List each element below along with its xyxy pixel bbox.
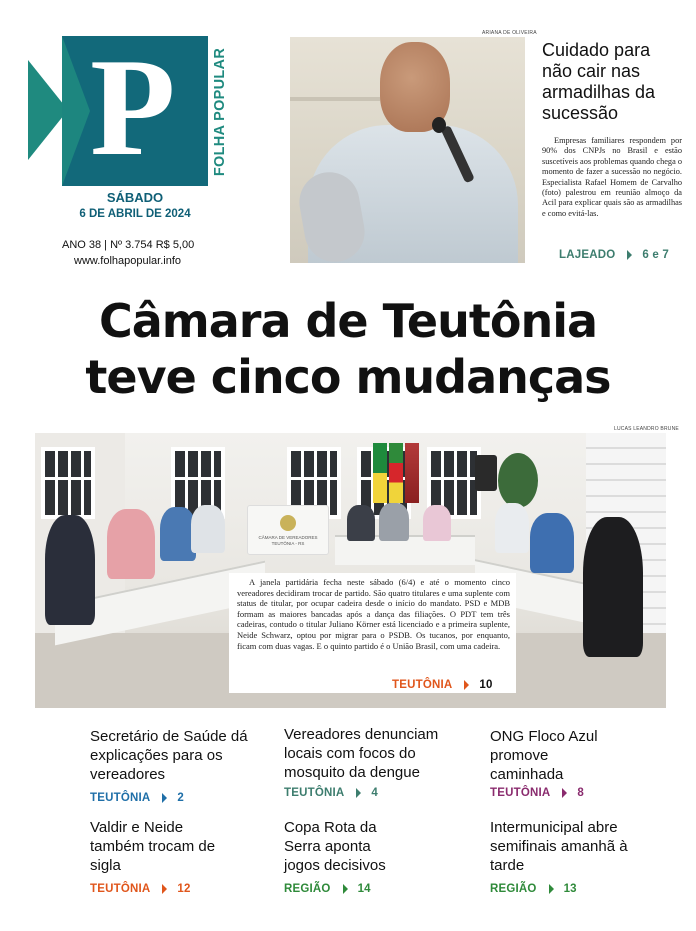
councilor-figure [530, 513, 574, 573]
top-story-ref[interactable] [559, 249, 669, 261]
section-label: TEUTÔNIA [490, 787, 551, 799]
photo-credit-top: ARIANA DE OLIVEIRA [482, 30, 537, 36]
brief-headline[interactable]: ONG Floco Azul promove caminhada [490, 728, 598, 783]
main-headline[interactable] [0, 293, 696, 405]
brief-headline[interactable]: Vereadores denunciam locais com focos do mosquito da dengue [284, 726, 439, 781]
photo-background-shelf [290, 97, 380, 101]
arrow-icon [356, 788, 361, 798]
councilor-figure [191, 505, 225, 553]
councilor-figure [45, 515, 95, 625]
section-label: REGIÃO [490, 883, 537, 895]
brief-headline[interactable]: Valdir e Neide também trocam de sigla [90, 819, 216, 874]
page-number: 4 [371, 787, 378, 799]
flag-brazil [373, 443, 387, 503]
brief-ref[interactable] [490, 883, 577, 895]
photo-plant [498, 453, 538, 508]
edition-info: ANO 38 | Nº 3.754 R$ 5,00 [62, 239, 195, 251]
councilor-figure [379, 503, 409, 541]
arrow-icon [562, 788, 567, 798]
arrow-icon [162, 793, 167, 803]
page-number: 8 [577, 787, 584, 799]
page-number: 2 [177, 792, 184, 804]
issue-date: 6 DE ABRIL DE 2024 [79, 208, 191, 220]
arrow-icon [627, 250, 632, 260]
arrow-icon [343, 884, 348, 894]
main-headline-line1: Câmara de Teutônia [98, 294, 598, 348]
logo-notch-shape [62, 36, 90, 186]
microphone-icon [432, 117, 446, 133]
top-story-headline[interactable]: Cuidado para não cair nas armadilhas da sucessão [542, 40, 656, 123]
brief-ref[interactable] [90, 792, 184, 804]
section-label: REGIÃO [284, 883, 331, 895]
brief-ref[interactable] [284, 883, 371, 895]
page-number: 6 e 7 [642, 249, 669, 261]
photo-credit-main: LUCAS LEANDRO BRUNE [614, 426, 679, 432]
page-number: 12 [177, 883, 191, 895]
page-number: 10 [479, 679, 493, 691]
flag-municipal [405, 443, 419, 503]
main-headline-line2: teve cinco mudanças [85, 350, 611, 404]
page-number: 13 [563, 883, 577, 895]
top-story-photo[interactable] [290, 37, 525, 263]
main-story-caption-box [229, 573, 516, 693]
section-label: TEUTÔNIA [392, 679, 453, 691]
main-story-caption: A janela partidária fecha neste sábado (6/4) e até o momento cinco vereadores decidiram trocar de partido. São quatro titulares e uma suplente com status de titular, por ocupar cadeira desde o início do mandato. PSD e MDB formam as maiores bancadas após a dança das filiações. O PDT tem três cadeiras, contudo o titular Juliano Körner está licenciado e a primeira suplente, Neide Schwarz, optou por migrar para o PSDB. Os tucanos, por enquanto, ficam com duas vagas. E o quinto partido é o União Brasil, com uma cadeira. [237, 577, 510, 651]
logo-name: FOLHA POPULAR [212, 47, 228, 177]
logo-name-wrap [208, 38, 232, 186]
photo-window [41, 447, 95, 519]
section-label: TEUTÔNIA [284, 787, 345, 799]
section-label: TEUTÔNIA [90, 792, 151, 804]
brief-headline[interactable]: Secretário de Saúde dá explicações para os vereadores [90, 728, 248, 783]
brief-headline[interactable]: Copa Rota da Serra aponta jogos decisivos [284, 819, 386, 874]
councilor-figure [495, 503, 529, 553]
main-story-ref[interactable] [392, 679, 493, 691]
issue-day: SÁBADO [106, 190, 164, 205]
podium-text: CÂMARA DE VEREADORES TEUTÔNIA - RS [258, 535, 318, 546]
brief-headline[interactable]: Intermunicipal abre semifinais amanhã à tarde [490, 819, 628, 874]
section-label: TEUTÔNIA [90, 883, 151, 895]
flag-rs [389, 443, 403, 503]
brief-ref[interactable] [90, 883, 191, 895]
newspaper-logo [28, 30, 228, 186]
councilor-figure [107, 509, 155, 579]
brief-ref[interactable] [490, 787, 584, 799]
arrow-icon [464, 680, 469, 690]
brief-ref[interactable] [284, 787, 378, 799]
logo-letter: P [90, 30, 176, 185]
section-label: LAJEADO [559, 249, 616, 261]
arrow-icon [549, 884, 554, 894]
speaker-box [475, 455, 497, 491]
councilor-figure [583, 517, 643, 657]
councilor-figure [347, 505, 375, 541]
seal-icon [280, 515, 296, 531]
arrow-icon [162, 884, 167, 894]
date-block [60, 190, 210, 220]
page-number: 14 [357, 883, 371, 895]
website-link[interactable]: www.folhapopular.info [74, 255, 182, 267]
councilor-figure [423, 505, 451, 541]
top-story-body: Empresas familiares respondem por 90% dos CNPJs no Brasil e estão suscetíveis aos problemas quando chega o momento de fazer a sucessão no negócio. Especialista Rafael Homem de Carvalho (foto) palestrou em reunião almoço da Acil para explicar quais são as armadilhas e como evitá-las. [542, 136, 682, 218]
